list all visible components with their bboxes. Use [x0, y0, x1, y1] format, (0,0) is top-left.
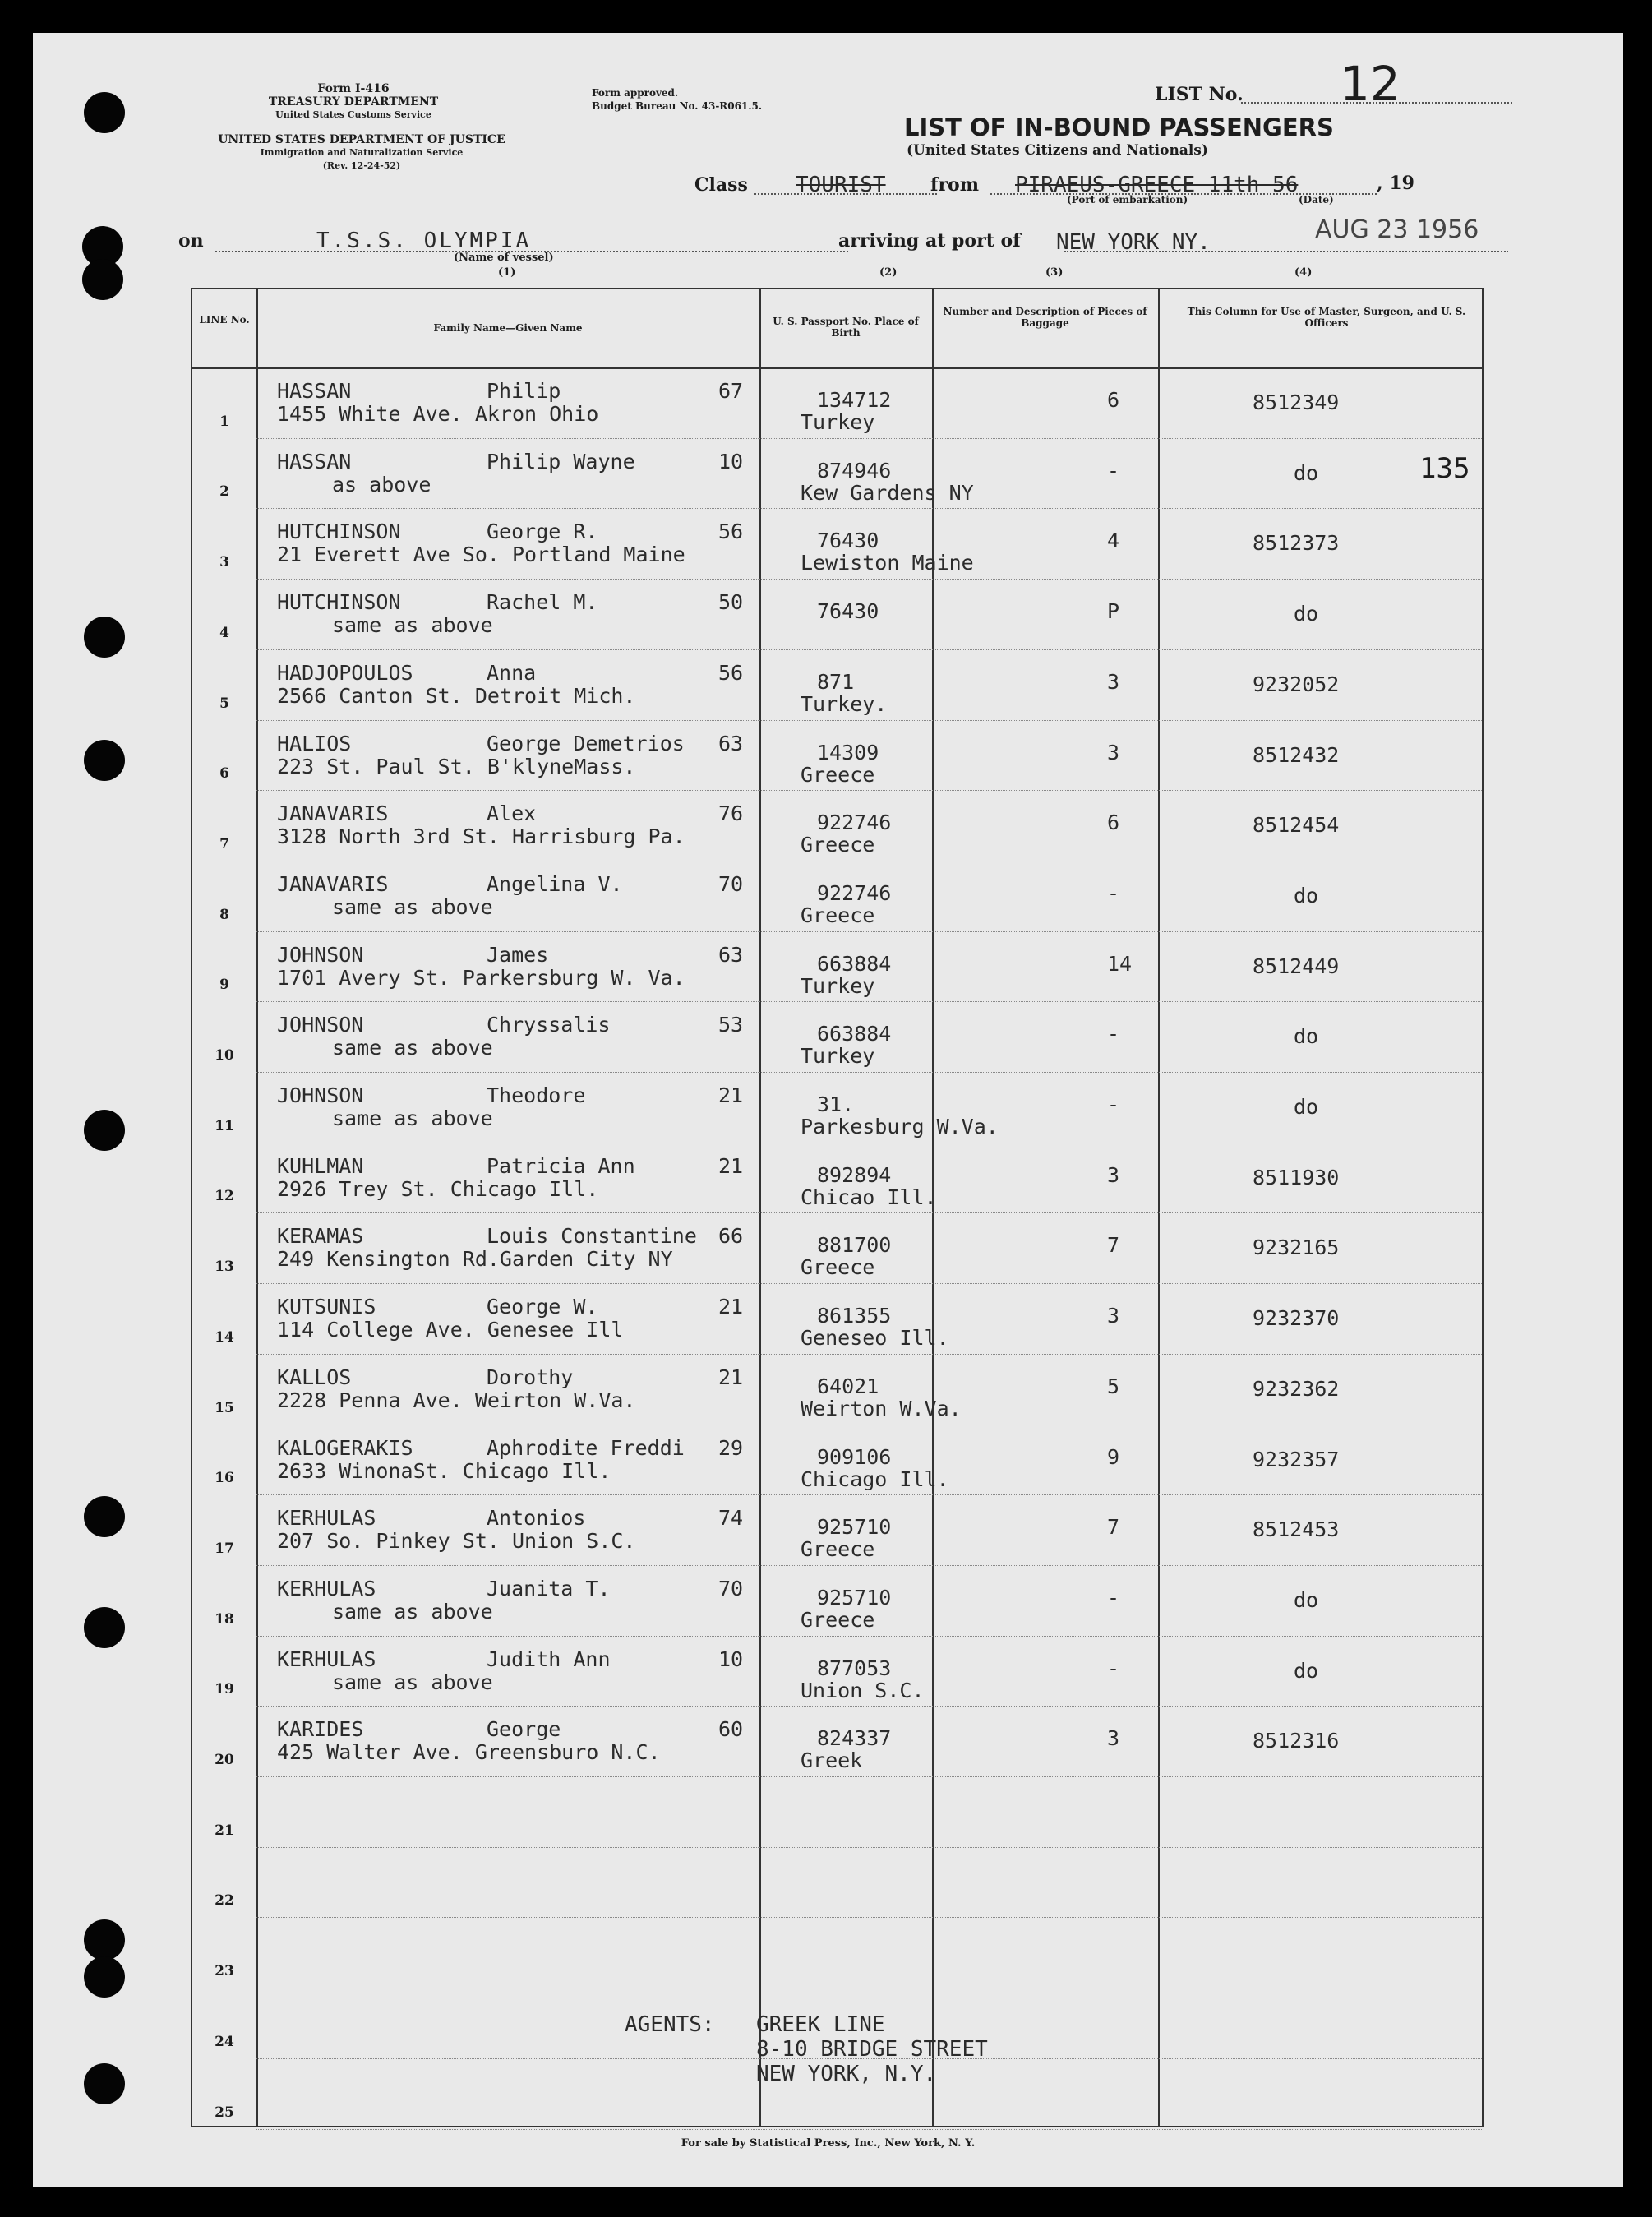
given-name: Philip Wayne — [487, 449, 635, 473]
passport-number: 922746 — [817, 811, 892, 835]
address: 2633 WinonaSt. Chicago Ill. — [277, 1458, 611, 1483]
family-name: KUHLMAN — [277, 1153, 364, 1178]
family-name: HADJOPOULOS — [277, 660, 413, 685]
place-of-birth: Greece — [801, 903, 875, 927]
place-of-birth: Geneseo Ill. — [801, 1326, 949, 1351]
baggage-count: 3 — [1107, 1162, 1120, 1187]
agents-label: AGENTS: — [625, 2012, 715, 2037]
punch-hole — [82, 259, 123, 300]
punch-hole — [84, 1956, 125, 1998]
baggage-count: 3 — [1107, 669, 1120, 694]
given-name: Angelina V. — [487, 871, 623, 896]
place-of-birth: Greece — [801, 1537, 875, 1562]
row-divider — [256, 438, 1482, 439]
line-number: 11 — [215, 1117, 234, 1134]
place-of-birth: Lewiston Maine — [801, 551, 974, 575]
row-divider — [256, 2129, 1482, 2130]
row-divider — [256, 1212, 1482, 1213]
family-name: KALOGERAKIS — [277, 1435, 413, 1460]
given-name: Juanita T. — [487, 1576, 611, 1600]
column-header-line: LINE No. — [199, 314, 250, 326]
address: 21 Everett Ave So. Portland Maine — [277, 543, 685, 567]
port-caption: (Port of embarkation) — [1067, 194, 1188, 206]
family-name: HALIOS — [277, 731, 352, 755]
passport-number: 76430 — [817, 529, 879, 553]
col-caption-3: (3) — [1045, 266, 1064, 279]
address: 3128 North 3rd St. Harrisburg Pa. — [277, 824, 685, 849]
place-of-birth: Greece — [801, 1607, 875, 1632]
family-name: KUTSUNIS — [277, 1295, 376, 1319]
address: 249 Kensington Rd.Garden City NY — [277, 1247, 673, 1272]
given-name: Louis Constantine — [487, 1224, 697, 1249]
punch-hole — [84, 617, 125, 658]
baggage-count: - — [1107, 458, 1120, 483]
given-name: Alex — [487, 801, 537, 826]
agents-line-1: GREEK LINE — [756, 2012, 885, 2037]
line-number: 7 — [219, 835, 229, 852]
given-name: Chryssalis — [487, 1013, 611, 1037]
row-divider — [256, 1001, 1482, 1002]
age: 76 — [718, 801, 744, 826]
line-number: 22 — [215, 1892, 234, 1910]
given-name: George — [487, 1717, 561, 1742]
officer-entry: 8512432 — [1253, 742, 1340, 767]
form-agency-block — [222, 82, 485, 122]
age: 53 — [718, 1013, 744, 1037]
row-divider — [256, 1636, 1482, 1637]
line-number: 24 — [215, 2033, 234, 2050]
vessel-caption: (Name of vessel) — [454, 252, 554, 264]
list-no-label: LIST No. — [1155, 84, 1244, 105]
line-number: 6 — [219, 765, 229, 783]
address: as above — [332, 472, 431, 497]
address: 2228 Penna Ave. Weirton W.Va. — [277, 1388, 636, 1412]
officer-entry: do — [1294, 1658, 1319, 1683]
family-name: KERAMAS — [277, 1224, 364, 1249]
line-number: 3 — [219, 554, 229, 571]
passport-number: 877053 — [817, 1656, 892, 1680]
passport-number: 925710 — [817, 1515, 892, 1540]
manifest-page — [33, 33, 1623, 2187]
column-header-name: Family Name—Given Name — [433, 322, 583, 334]
age: 63 — [718, 942, 744, 967]
row-divider — [256, 1847, 1482, 1848]
age: 21 — [718, 1083, 744, 1107]
punch-hole — [84, 1110, 125, 1151]
punch-hole — [84, 740, 125, 781]
place-of-birth: Turkey — [801, 410, 875, 434]
passport-number: 925710 — [817, 1585, 892, 1610]
line-number: 8 — [219, 906, 229, 923]
ins-service: Immigration and Naturalization Service — [260, 147, 464, 158]
column-header-passport: U. S. Passport No. Place of Birth — [773, 316, 919, 339]
place-of-birth: Greece — [801, 762, 875, 787]
line-number: 9 — [219, 977, 229, 994]
family-name: KERHULAS — [277, 1647, 376, 1671]
line-number: 25 — [215, 2104, 234, 2121]
family-name: JOHNSON — [277, 1013, 364, 1037]
page-subtitle: (United States Citizens and Nationals) — [907, 142, 1208, 159]
row-divider — [256, 1776, 1482, 1777]
row-divider — [256, 1354, 1482, 1355]
baggage-count: 9 — [1107, 1444, 1120, 1469]
given-name: George R. — [487, 520, 598, 544]
given-name: Patricia Ann — [487, 1153, 635, 1178]
row-divider — [256, 1917, 1482, 1918]
family-name: JANAVARIS — [277, 871, 389, 896]
row-divider — [256, 1706, 1482, 1707]
age: 66 — [718, 1224, 744, 1249]
family-name: KERHULAS — [277, 1576, 376, 1600]
place-of-birth: Weirton W.Va. — [801, 1396, 962, 1420]
officer-entry: do — [1294, 602, 1319, 626]
arrival-date-stamp: AUG 23 1956 — [1315, 215, 1479, 244]
officer-entry: 8512316 — [1253, 1729, 1340, 1753]
address: 223 St. Paul St. B'klyneMass. — [277, 754, 636, 778]
address: same as above — [332, 1036, 493, 1060]
place-of-birth: Kew Gardens NY — [801, 480, 974, 505]
address: 1455 White Ave. Akron Ohio — [277, 402, 599, 426]
age: 50 — [718, 590, 744, 615]
passport-number: 892894 — [817, 1162, 892, 1187]
place-of-birth: Chicago Ill. — [801, 1466, 949, 1491]
column-divider — [759, 289, 761, 2126]
age: 56 — [718, 520, 744, 544]
row-divider — [256, 1565, 1482, 1566]
given-name: Anna — [487, 660, 537, 685]
customs-service: United States Customs Service — [275, 109, 431, 120]
treasury-dept: TREASURY DEPARTMENT — [268, 95, 439, 109]
baggage-count: 6 — [1107, 811, 1120, 835]
place-of-birth: Turkey — [801, 973, 875, 998]
line-number: 14 — [215, 1328, 234, 1346]
officer-entry: 8512453 — [1253, 1517, 1340, 1542]
given-name: Aphrodite Freddi — [487, 1435, 685, 1460]
address: 2926 Trey St. Chicago Ill. — [277, 1176, 599, 1201]
line-number: 23 — [215, 1963, 234, 1980]
address: 207 So. Pinkey St. Union S.C. — [277, 1529, 636, 1554]
row-divider — [256, 790, 1482, 791]
address: same as above — [332, 894, 493, 919]
row-divider — [256, 1283, 1482, 1284]
line-number: 15 — [215, 1399, 234, 1416]
officer-entry: do — [1294, 1095, 1319, 1119]
punch-hole — [84, 2063, 125, 2104]
row-divider — [256, 649, 1482, 650]
family-name: KALLOS — [277, 1365, 352, 1389]
from-label: from — [930, 174, 980, 196]
col-caption-4: (4) — [1294, 266, 1313, 279]
year-prefix: , 19 — [1377, 173, 1414, 194]
officer-entry: do — [1294, 1024, 1319, 1049]
family-name: JOHNSON — [277, 942, 364, 967]
vessel-name: T.S.S. OLYMPIA — [316, 229, 532, 253]
officer-entry: 8511930 — [1253, 1165, 1340, 1189]
family-name: KARIDES — [277, 1717, 364, 1742]
family-name: JOHNSON — [277, 1083, 364, 1107]
baggage-count: 6 — [1107, 388, 1120, 412]
officer-entry: 9232370 — [1253, 1306, 1340, 1331]
baggage-count: - — [1107, 1022, 1120, 1046]
passport-number: 861355 — [817, 1304, 892, 1328]
age: 21 — [718, 1153, 744, 1178]
punch-hole — [84, 1496, 125, 1537]
page-title: LIST OF IN-BOUND PASSENGERS — [904, 113, 1334, 141]
agents-line-3: NEW YORK, N.Y. — [756, 2062, 937, 2086]
embarkation-port: PIRAEUS-GREECE 11th 56 — [1015, 173, 1299, 197]
on-label: on — [178, 230, 204, 252]
column-divider — [256, 289, 258, 2126]
line-number: 2 — [219, 483, 229, 501]
passport-number: 134712 — [817, 388, 892, 412]
line-number: 5 — [219, 695, 229, 712]
arriving-label: arriving at port of — [838, 230, 1021, 252]
address: same as above — [332, 1106, 493, 1130]
passport-number: 874946 — [817, 458, 892, 483]
line-number: 4 — [219, 624, 229, 641]
passport-number: 871 — [817, 669, 855, 694]
age: 60 — [718, 1717, 744, 1742]
row-divider — [256, 931, 1482, 932]
place-of-birth: Greece — [801, 833, 875, 857]
side-note-number: 135 — [1419, 452, 1470, 485]
address: 114 College Ave. Genesee Ill — [277, 1318, 624, 1342]
baggage-count: - — [1107, 1092, 1120, 1116]
passport-number: 31. — [817, 1092, 855, 1116]
place-of-birth: Turkey — [801, 1044, 875, 1069]
punch-hole — [84, 1919, 125, 1961]
family-name: HUTCHINSON — [277, 520, 401, 544]
column-header-officers: This Column for Use of Master, Surgeon, and U. S. Officers — [1187, 306, 1466, 329]
baggage-count: 3 — [1107, 1726, 1120, 1751]
age: 70 — [718, 871, 744, 896]
place-of-birth: Parkesburg W.Va. — [801, 1115, 999, 1139]
passport-number: 64021 — [817, 1374, 879, 1398]
age: 10 — [718, 449, 744, 473]
class-label: Class — [694, 174, 748, 196]
line-number: 16 — [215, 1470, 234, 1487]
baggage-count: 7 — [1107, 1233, 1120, 1258]
officer-entry: 9232357 — [1253, 1447, 1340, 1471]
column-divider — [1158, 289, 1160, 2126]
place-of-birth: Greek — [801, 1748, 863, 1773]
given-name: Theodore — [487, 1083, 586, 1107]
passport-number: 922746 — [817, 880, 892, 905]
class-value: TOURIST — [796, 173, 886, 197]
baggage-count: 7 — [1107, 1515, 1120, 1540]
given-name: Rachel M. — [487, 590, 598, 615]
family-name: HUTCHINSON — [277, 590, 401, 615]
punch-hole — [84, 92, 125, 133]
agents-line-2: 8-10 BRIDGE STREET — [756, 2037, 988, 2062]
baggage-count: 3 — [1107, 740, 1120, 764]
baggage-count: - — [1107, 880, 1120, 905]
address: same as above — [332, 1670, 493, 1694]
address: same as above — [332, 1599, 493, 1623]
age: 21 — [718, 1365, 744, 1389]
given-name: Antonios — [487, 1506, 586, 1531]
row-divider — [256, 1494, 1482, 1495]
officer-entry: 8512449 — [1253, 954, 1340, 978]
given-name: George Demetrios — [487, 731, 685, 755]
approval-block — [592, 86, 762, 113]
officer-entry: 9232362 — [1253, 1376, 1340, 1401]
date-caption: (Date) — [1299, 194, 1334, 206]
place-of-birth: Turkey. — [801, 691, 888, 716]
baggage-count: 3 — [1107, 1304, 1120, 1328]
passport-number: 663884 — [817, 951, 892, 976]
officer-entry: 8512454 — [1253, 813, 1340, 838]
age: 21 — [718, 1295, 744, 1319]
line-number: 13 — [215, 1259, 234, 1276]
line-number: 17 — [215, 1540, 234, 1557]
row-divider — [256, 720, 1482, 721]
age: 29 — [718, 1435, 744, 1460]
given-name: Judith Ann — [487, 1647, 611, 1671]
given-name: James — [487, 942, 549, 967]
baggage-count: - — [1107, 1656, 1120, 1680]
officer-entry: do — [1294, 1587, 1319, 1612]
officer-entry: do — [1294, 460, 1319, 485]
place-of-birth: Union S.C. — [801, 1678, 925, 1702]
form-approved: Form approved. — [592, 87, 679, 99]
given-name: Philip — [487, 379, 561, 403]
line-number: 19 — [215, 1681, 234, 1698]
justice-dept: UNITED STATES DEPARTMENT OF JUSTICE — [218, 133, 505, 146]
passport-number: 76430 — [817, 599, 879, 624]
baggage-count: - — [1107, 1585, 1120, 1610]
col-caption-2: (2) — [879, 266, 898, 279]
budget-number: Budget Bureau No. 43-R061.5. — [592, 100, 763, 112]
header-divider — [192, 367, 1482, 369]
passport-number: 14309 — [817, 740, 879, 764]
line-number: 10 — [215, 1047, 234, 1064]
justice-block — [181, 133, 542, 173]
address: same as above — [332, 613, 493, 638]
row-divider — [256, 508, 1482, 509]
age: 67 — [718, 379, 744, 403]
address: 425 Walter Ave. Greensburo N.C. — [277, 1740, 661, 1765]
officer-entry: 8512349 — [1253, 390, 1340, 414]
line-number: 1 — [219, 413, 229, 430]
given-name: Dorothy — [487, 1365, 574, 1389]
family-name: HASSAN — [277, 379, 352, 403]
age: 10 — [718, 1647, 744, 1671]
line-number: 21 — [215, 1822, 234, 1839]
given-name: George W. — [487, 1295, 598, 1319]
passport-number: 663884 — [817, 1022, 892, 1046]
line-number: 12 — [215, 1188, 234, 1205]
address: 2566 Canton St. Detroit Mich. — [277, 683, 636, 708]
line-number: 20 — [215, 1752, 234, 1768]
passenger-table — [191, 288, 1484, 2127]
passport-number: 909106 — [817, 1444, 892, 1469]
place-of-birth: Greece — [801, 1255, 875, 1280]
passport-number: 824337 — [817, 1726, 892, 1751]
baggage-count: 5 — [1107, 1374, 1120, 1398]
baggage-count: P — [1107, 599, 1120, 624]
age: 70 — [718, 1576, 744, 1600]
age: 74 — [718, 1506, 744, 1531]
officer-entry: 9232165 — [1253, 1236, 1340, 1260]
arrival-port: NEW YORK NY. — [1056, 230, 1211, 255]
officer-entry: do — [1294, 883, 1319, 908]
col-caption-1: (1) — [498, 266, 516, 279]
line-number: 18 — [215, 1610, 234, 1628]
family-name: JANAVARIS — [277, 801, 389, 826]
form-revision: (Rev. 12-24-52) — [322, 160, 401, 171]
place-of-birth: Chicao Ill. — [801, 1185, 937, 1209]
baggage-count: 4 — [1107, 529, 1120, 553]
form-number: Form I-416 — [317, 82, 390, 95]
row-divider — [256, 1072, 1482, 1073]
printer-footer: For sale by Statistical Press, Inc., New York, N. Y. — [681, 2137, 976, 2150]
officer-entry: 8512373 — [1253, 531, 1340, 556]
address: 1701 Avery St. Parkersburg W. Va. — [277, 965, 685, 990]
column-header-baggage: Number and Description of Pieces of Baggage — [943, 306, 1147, 329]
row-divider — [256, 579, 1482, 580]
baggage-count: 14 — [1107, 951, 1133, 976]
officer-entry: 9232052 — [1253, 672, 1340, 696]
age: 56 — [718, 660, 744, 685]
family-name: KERHULAS — [277, 1506, 376, 1531]
age: 63 — [718, 731, 744, 755]
list-number: 12 — [1340, 56, 1401, 112]
passport-number: 881700 — [817, 1233, 892, 1258]
punch-hole — [84, 1607, 125, 1648]
family-name: HASSAN — [277, 449, 352, 473]
